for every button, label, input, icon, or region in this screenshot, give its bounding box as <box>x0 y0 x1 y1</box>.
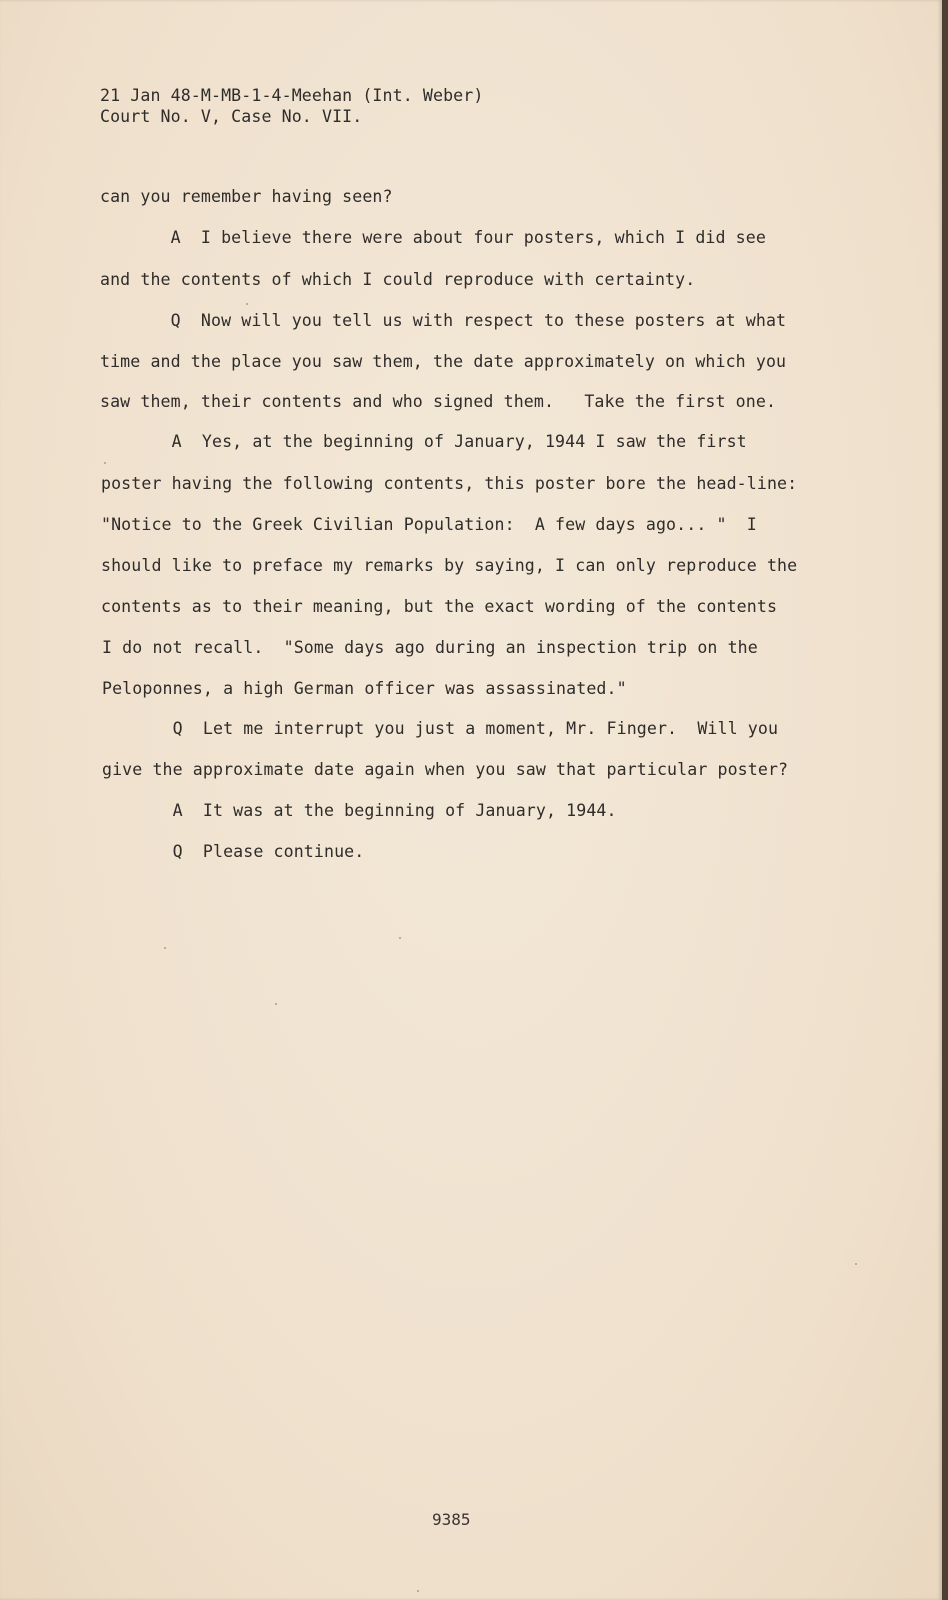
paper-speck <box>855 1263 857 1265</box>
transcript-line: saw them, their contents and who signed them. Take the first one. <box>100 392 777 411</box>
transcript-line: and the contents of which I could reproduce with certainty. <box>100 270 696 289</box>
transcript-line: contents as to their meaning, but the exact wording of the contents <box>101 597 778 616</box>
paper-speck <box>246 303 248 305</box>
transcript-line: I do not recall. "Some days ago during an inspection trip on the <box>102 638 758 657</box>
transcript-line: give the approximate date again when you saw that particular poster? <box>102 760 789 779</box>
paper-speck <box>104 462 106 464</box>
transcript-line: Peloponnes, a high German officer was assassinated." <box>102 679 627 698</box>
header-court-line: Court No. V, Case No. VII. <box>100 107 363 126</box>
transcript-line: "Notice to the Greek Civilian Population: A few days ago... " I <box>101 515 757 534</box>
transcript-line: A Yes, at the beginning of January, 1944 I saw the first <box>101 432 747 451</box>
transcript-line: Q Let me interrupt you just a moment, Mr. Finger. Will you <box>102 719 779 738</box>
paper-speck <box>399 937 401 939</box>
paper-speck <box>164 947 166 949</box>
transcript-line: Q Please continue. <box>102 842 365 861</box>
transcript-line: poster having the following contents, this poster bore the head-line: <box>101 474 798 493</box>
transcript-line: A I believe there were about four posters, which I did see <box>100 228 766 247</box>
paper-speck <box>417 1590 419 1592</box>
transcript-line: can you remember having seen? <box>100 187 393 206</box>
page-edge <box>942 0 948 1600</box>
transcript-line: A It was at the beginning of January, 1944. <box>102 801 617 820</box>
header-reference-line: 21 Jan 48-M-MB-1-4-Meehan (Int. Weber) <box>100 86 484 105</box>
page-number: 9385 <box>432 1510 471 1529</box>
paper-speck <box>275 1003 277 1005</box>
transcript-line: time and the place you saw them, the date approximately on which you <box>100 352 787 371</box>
transcript-line: should like to preface my remarks by saying, I can only reproduce the <box>101 556 798 575</box>
transcript-line: Q Now will you tell us with respect to these posters at what <box>100 311 787 330</box>
